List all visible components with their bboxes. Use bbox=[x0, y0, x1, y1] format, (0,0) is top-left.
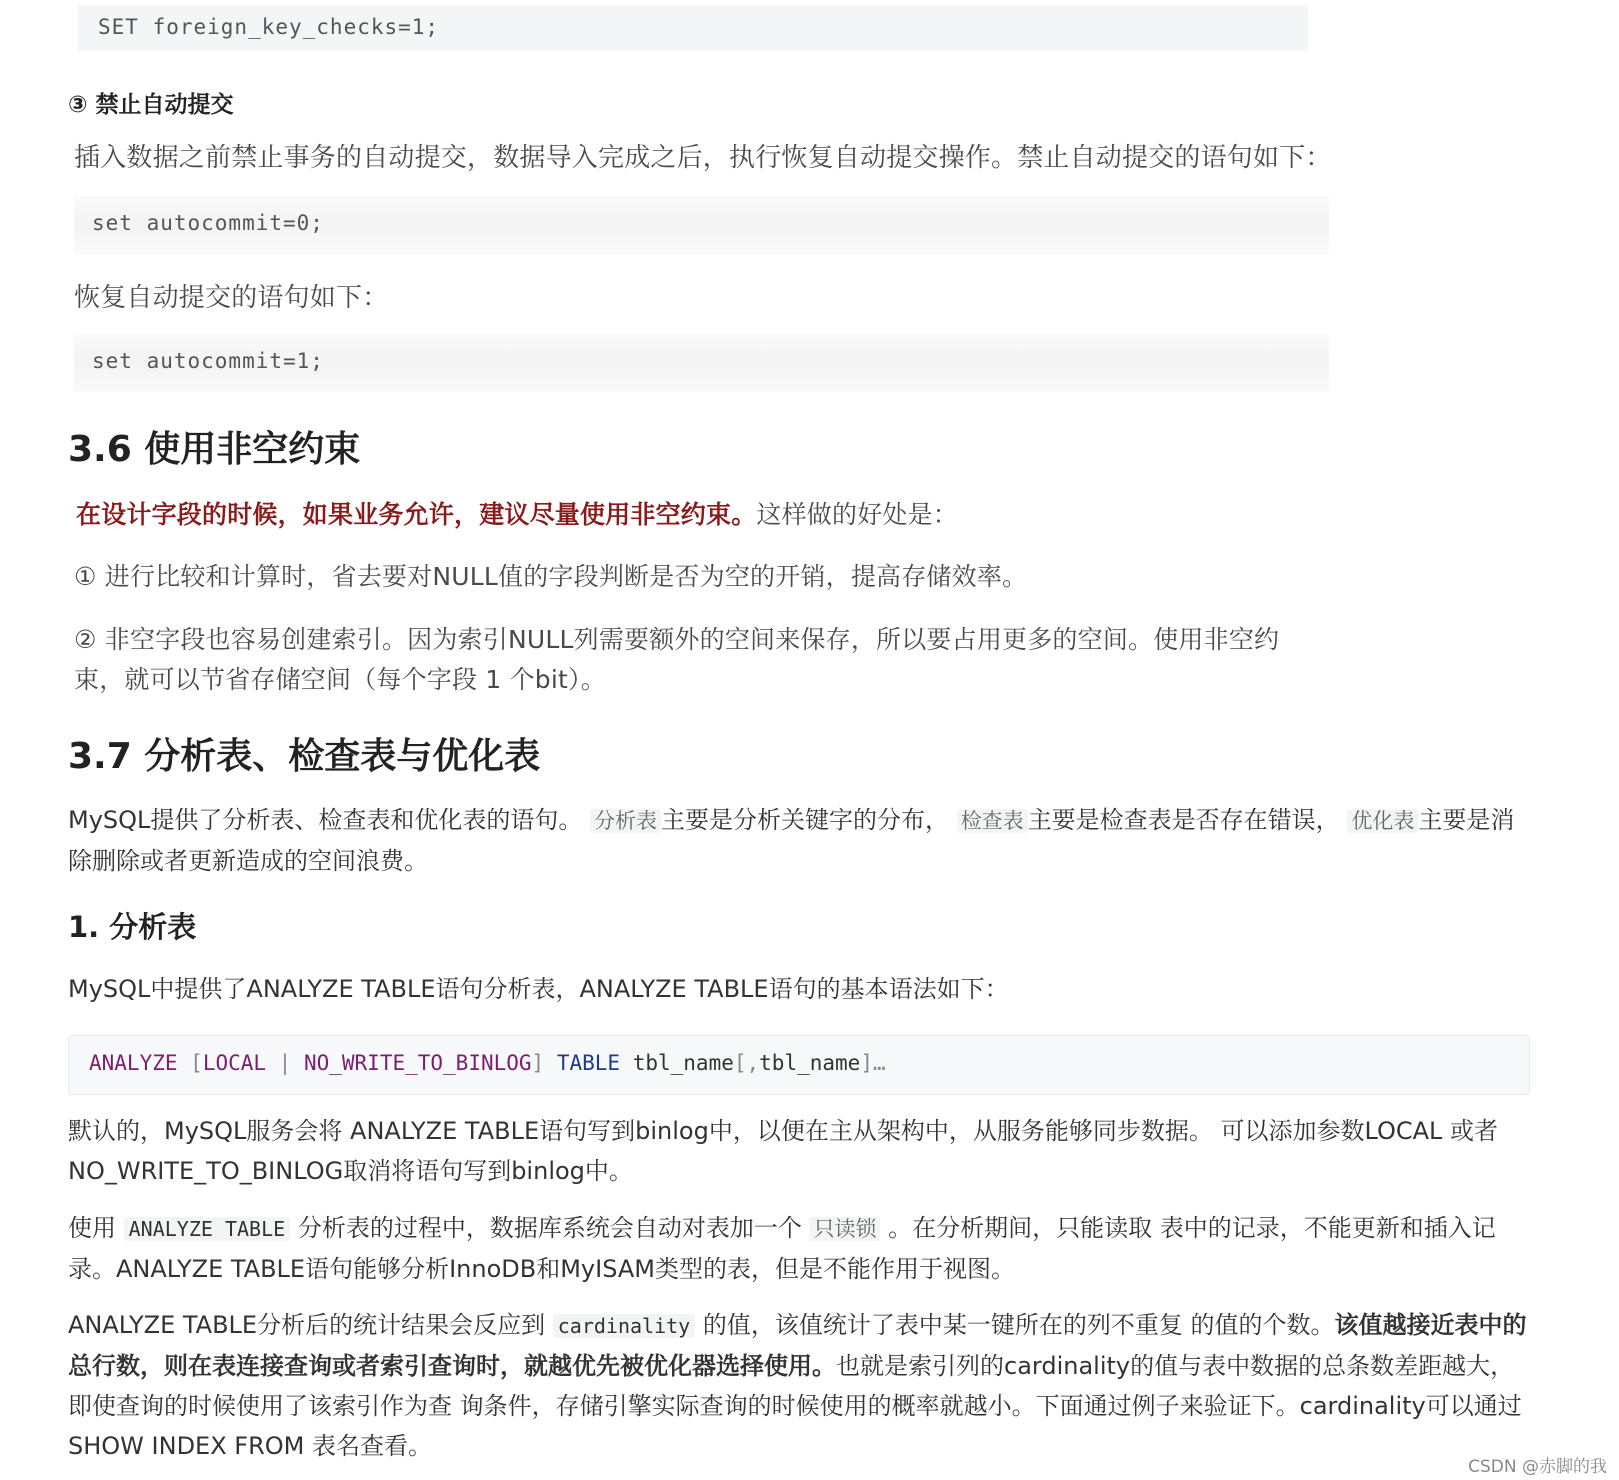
paragraph-3-7-intro bbox=[68, 800, 1528, 881]
list-item-2-line1: ② 非空字段也容易创建索引。因为索引NULL列需要额外的空间来保存，所以要占用更多的空间。使用非空约 bbox=[74, 625, 1280, 654]
heading-analyze-table: 1. 分析表 bbox=[68, 910, 197, 944]
punct: ] bbox=[531, 1051, 557, 1075]
punct: | bbox=[266, 1051, 304, 1075]
punct: [ bbox=[177, 1051, 203, 1075]
code-block-analyze-syntax bbox=[68, 1035, 1530, 1095]
inline-code-analyze-table: ANALYZE TABLE bbox=[124, 1217, 291, 1241]
lead-rest: 这样做的好处是： bbox=[756, 500, 959, 529]
keyword: NO_WRITE_TO_BINLOG bbox=[303, 1051, 532, 1075]
intro-text: 主要是消除删除或者更新造成的空间浪费。 bbox=[68, 806, 1515, 875]
intro-text: 主要是检查表是否存在错误， bbox=[1027, 806, 1340, 834]
inline-code-analyze: 分析表 bbox=[590, 809, 661, 833]
code-block-autocommit-on bbox=[74, 334, 1329, 392]
code-block-foreign-key bbox=[78, 5, 1308, 51]
punct: ]… bbox=[860, 1051, 886, 1075]
watermark: CSDN @赤脚的我 bbox=[1468, 1457, 1607, 1477]
intro-text: MySQL提供了分析表、检查表和优化表的语句。 bbox=[68, 806, 583, 834]
inline-code-readonly-lock: 只读锁 bbox=[809, 1217, 880, 1241]
text: 使用 bbox=[68, 1214, 116, 1242]
paragraph-restore-autocommit: 恢复自动提交的语句如下： bbox=[74, 283, 389, 313]
paragraph-cardinality bbox=[68, 1305, 1528, 1466]
inline-code-check: 检查表 bbox=[957, 809, 1028, 833]
syntax-line bbox=[89, 1051, 886, 1075]
code-line: set autocommit=0; bbox=[92, 211, 324, 235]
text: 分析表的过程中，数据库系统会自动对表加一个 bbox=[297, 1214, 802, 1242]
keyword: LOCAL bbox=[202, 1051, 267, 1075]
code-block-autocommit-off bbox=[74, 196, 1329, 254]
keyword: TABLE bbox=[556, 1051, 621, 1075]
subheading-disable-autocommit: ③ 禁止自动提交 bbox=[68, 92, 234, 118]
identifier: tbl_name bbox=[620, 1051, 734, 1075]
text: 。在分析期间，只能读取 表中的记录，不能更新和插入记录。ANALYZE TABLE语句能够分析InnoDB和MyISAM类型的表，但是不能作用于视图。 bbox=[68, 1214, 1496, 1283]
heading-3-7: 3.7 分析表、检查表与优化表 bbox=[68, 736, 541, 777]
list-item-2-line2: 束，就可以节省存储空间（每个字段 1 个bit）。 bbox=[74, 665, 606, 694]
paragraph-binlog: 默认的，MySQL服务会将 ANALYZE TABLE语句写到binlog中，以便在主从架构中，从服务能够同步数据。 可以添加参数LOCAL 或者 NO_WRITE_TO_BINLOG取消将语句写到binlog中。 bbox=[68, 1117, 1499, 1185]
paragraph-readonly-lock bbox=[68, 1208, 1528, 1289]
text: ANALYZE TABLE分析后的统计结果会反应到 bbox=[68, 1311, 546, 1339]
identifier: tbl_name bbox=[759, 1051, 861, 1075]
text: 也就是索引列的cardinality的值与表中数据的总条数差距越大，即使查询的时候使用了该索引作为查 询条件，存储引擎实际查询的时候使用的概率就越小。下面通过例子来验证下。cardinality可以通过 SHOW INDEX FROM 表名查看。 bbox=[68, 1352, 1522, 1460]
list-item-1: ① 进行比较和计算时，省去要对NULL值的字段判断是否为空的开销，提高存储效率。 bbox=[74, 562, 1028, 591]
heading-3-6: 3.6 使用非空约束 bbox=[68, 429, 361, 470]
inline-code-optimize: 优化表 bbox=[1347, 809, 1418, 833]
code-line: SET foreign_key_checks=1; bbox=[98, 15, 440, 39]
highlight-recommendation: 在设计字段的时候，如果业务允许，建议尽量使用非空约束。 bbox=[76, 500, 757, 529]
inline-code-cardinality: cardinality bbox=[553, 1314, 695, 1338]
paragraph-not-null-lead bbox=[76, 495, 958, 531]
punct: [, bbox=[733, 1051, 760, 1075]
paragraph-analyze-intro: MySQL中提供了ANALYZE TABLE语句分析表，ANALYZE TABLE语句的基本语法如下： bbox=[68, 975, 1009, 1003]
code-line: set autocommit=1; bbox=[92, 349, 324, 373]
paragraph-autocommit-intro: 插入数据之前禁止事务的自动提交，数据导入完成之后，执行恢复自动提交操作。禁止自动提交的语句如下： bbox=[74, 143, 1332, 173]
text: 的值，该值统计了表中某一键所在的列不重复 的值的个数。 bbox=[702, 1311, 1335, 1339]
intro-text: 主要是分析关键字的分布， bbox=[661, 806, 950, 834]
bold-emphasis: 该值越接近表中的总行数，则在表连接查询或者索引查询时，就越优先被优化器选择使用。 bbox=[68, 1311, 1527, 1380]
keyword: ANALYZE bbox=[89, 1051, 178, 1075]
